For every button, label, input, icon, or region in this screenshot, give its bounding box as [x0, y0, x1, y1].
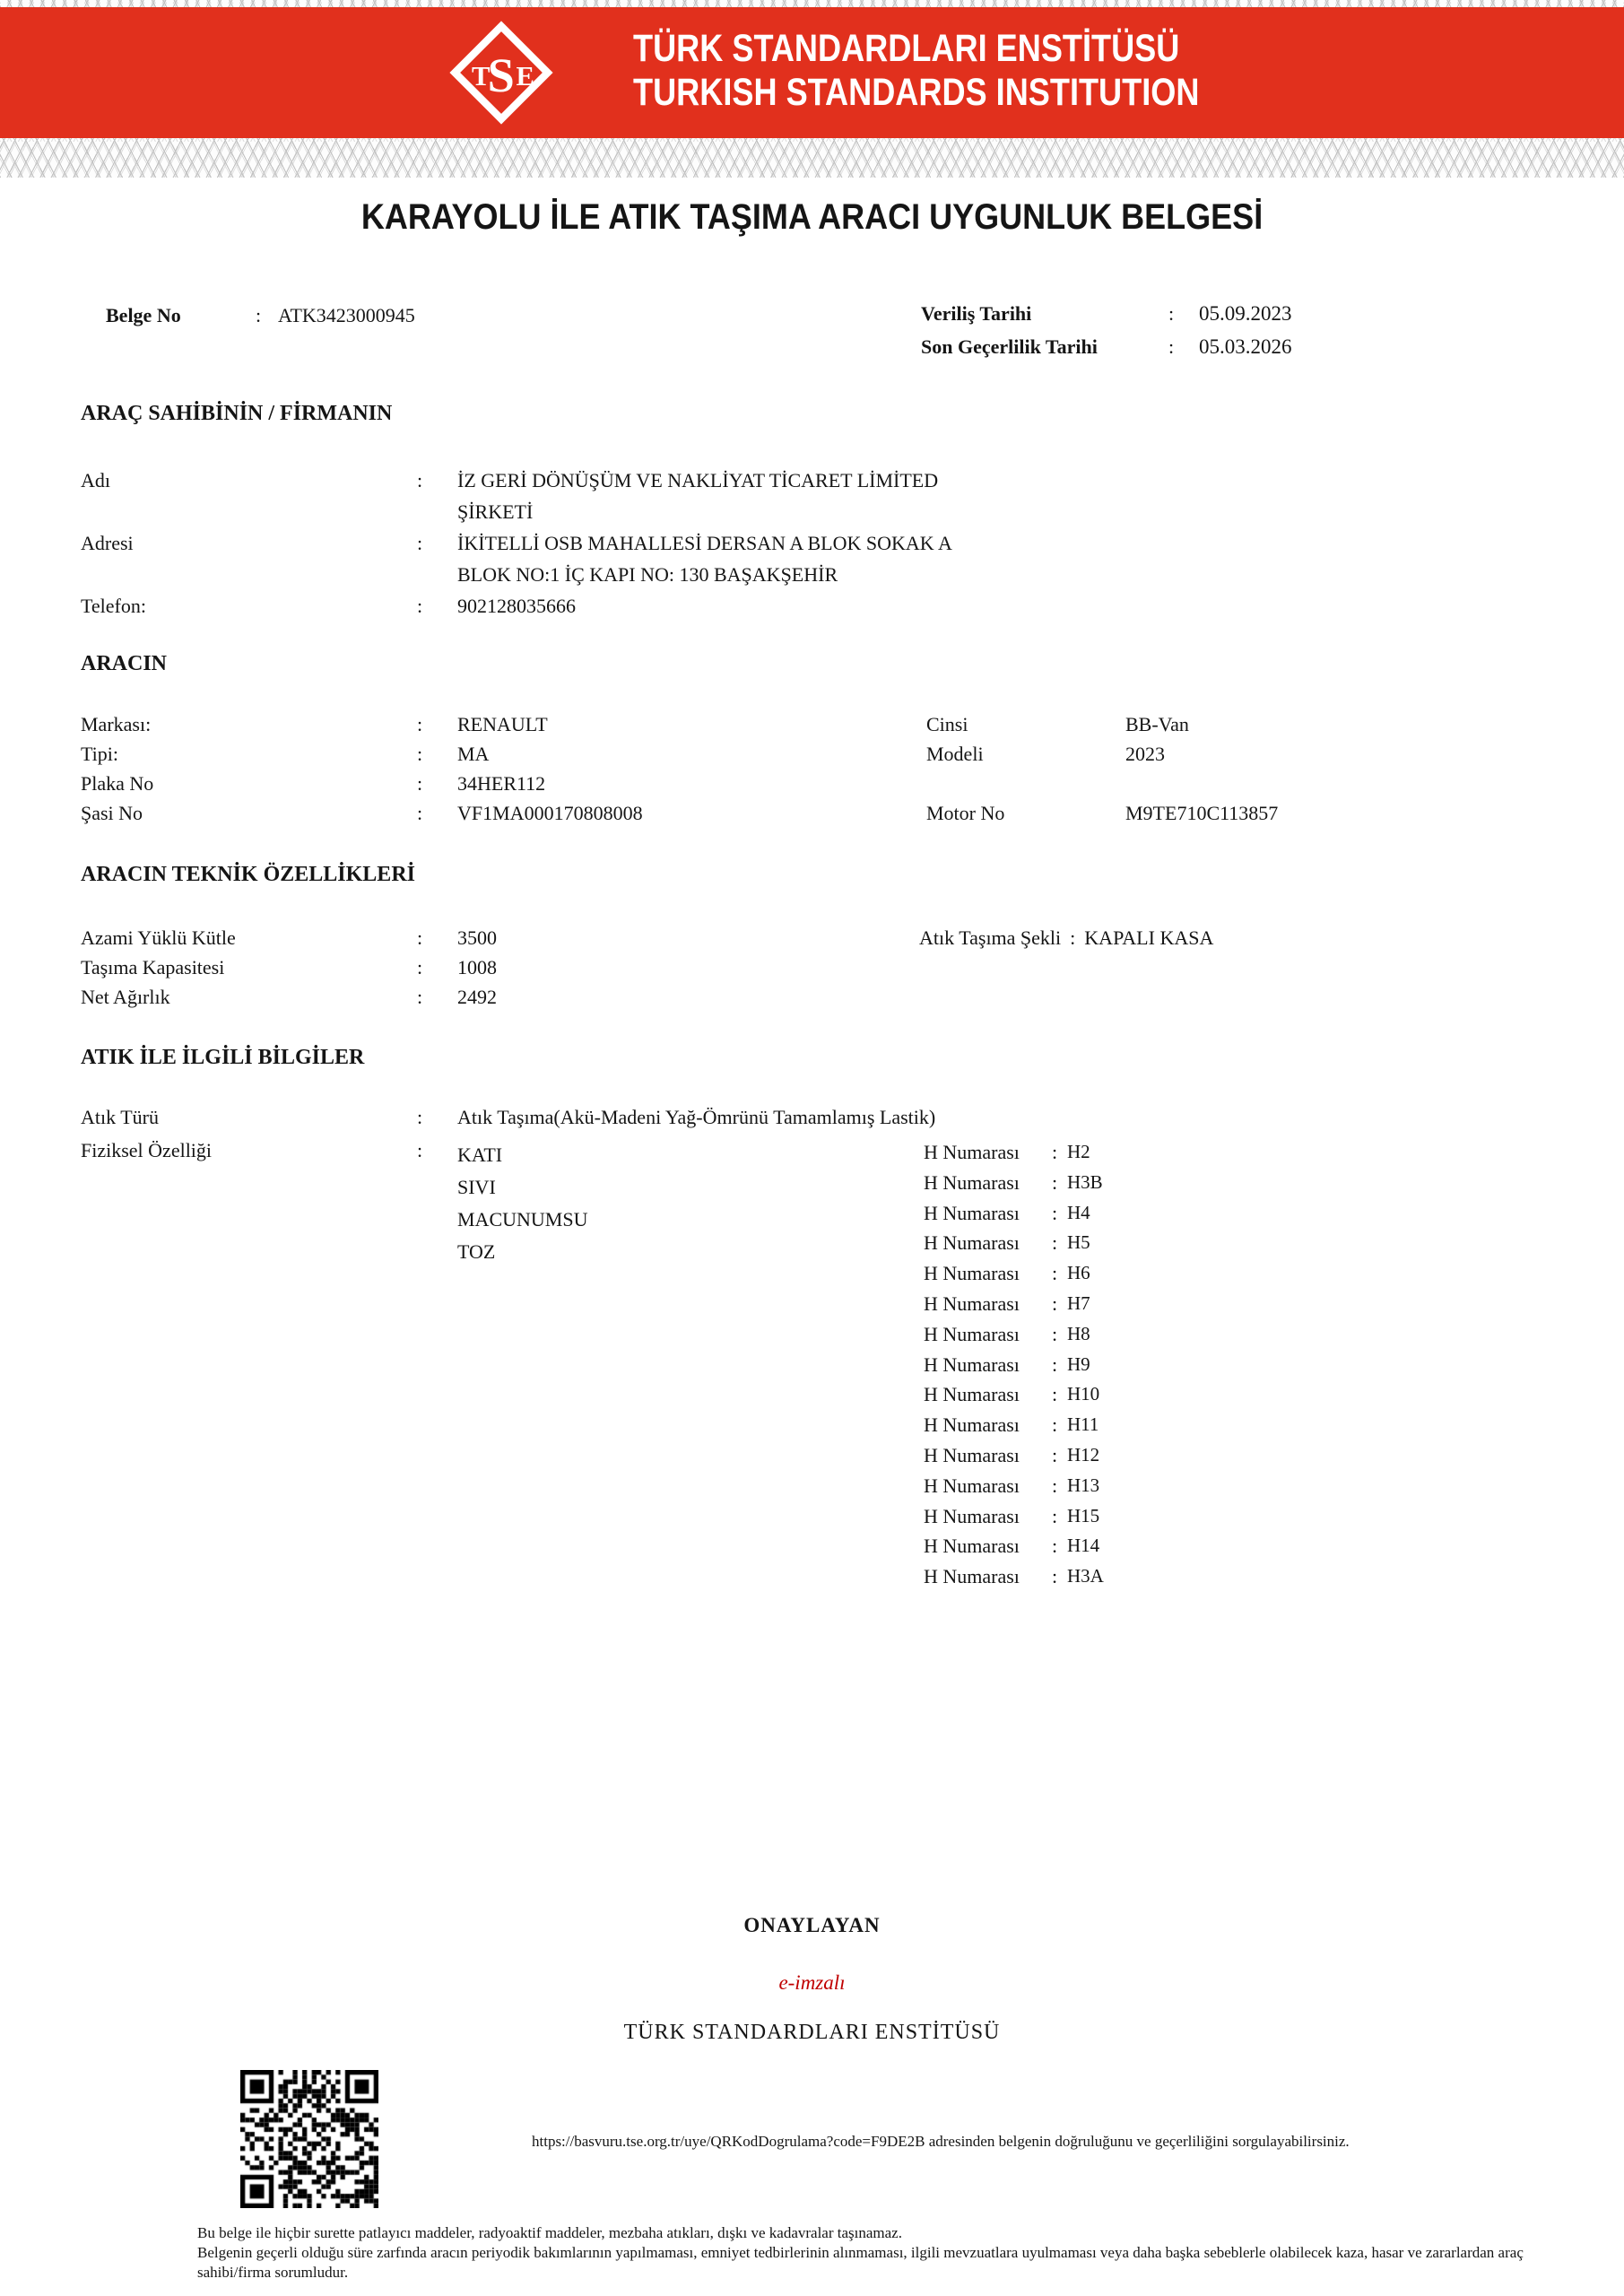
h-number-value: H14	[1067, 1535, 1100, 1557]
header-band	[0, 7, 1624, 138]
h-number-label: H Numarası	[924, 1141, 1020, 1163]
colon: :	[1070, 926, 1076, 949]
field-value: 1008	[457, 956, 497, 978]
fiziksel-ozellik-row	[81, 1139, 587, 1268]
document-title: KARAYOLU İLE ATIK TAŞIMA ARACI UYGUNLUK BELGESİ	[360, 197, 1264, 237]
colon: :	[1052, 1352, 1058, 1376]
atik-tasima-sekli-row	[919, 926, 1213, 950]
colon: :	[1052, 1170, 1058, 1194]
h-number-value: H13	[1067, 1474, 1100, 1496]
field-label: Cinsi	[926, 713, 968, 735]
field-value: MA	[457, 743, 490, 765]
h-number-row	[924, 1561, 1104, 1592]
field-label: Net Ağırlık	[81, 986, 170, 1008]
h-number-label: H Numarası	[924, 1413, 1020, 1437]
fiziksel-values	[457, 1139, 587, 1268]
field-row	[926, 743, 1278, 772]
colon: :	[1052, 1262, 1058, 1285]
son-gecerlilik-row	[921, 335, 1292, 369]
colon: :	[1052, 1565, 1058, 1588]
h-number-label: H Numarası	[924, 1322, 1020, 1345]
org-name	[633, 27, 1199, 115]
h-number-row	[924, 1228, 1104, 1258]
field-value: VF1MA000170808008	[457, 802, 643, 824]
colon: :	[1052, 1474, 1058, 1497]
field-label: Motor No	[926, 802, 1005, 824]
colon: :	[417, 986, 423, 1008]
colon: :	[417, 956, 423, 978]
tech-fields	[81, 926, 497, 1015]
colon: :	[1052, 1322, 1058, 1345]
field-label: Fiziksel Özelliği	[81, 1139, 213, 1161]
colon: :	[1052, 1413, 1058, 1437]
field-label: Atık Türü	[81, 1106, 159, 1128]
field-row	[81, 527, 995, 590]
colon: :	[417, 532, 423, 554]
owner-fields	[81, 465, 995, 622]
h-number-value: H3B	[1067, 1170, 1103, 1193]
owner-section-heading: ARAÇ SAHİBİNİN / FİRMANIN	[81, 402, 393, 425]
h-number-row	[924, 1258, 1104, 1289]
h-number-value: H2	[1067, 1141, 1090, 1162]
field-value: İZ GERİ DÖNÜŞÜM VE NAKLİYAT TİCARET LİMİTED ŞİRKETİ	[457, 469, 939, 523]
colon: :	[417, 1106, 423, 1128]
h-number-label: H Numarası	[924, 1504, 1020, 1527]
colon: :	[1052, 1383, 1058, 1406]
belge-no-label: Belge No	[106, 304, 181, 326]
h-number-row	[924, 1198, 1104, 1229]
verilis-label: Veriliş Tarihi	[921, 302, 1032, 325]
field-label: Plaka No	[81, 772, 154, 795]
son-gecerlilik-value: 05.03.2026	[1199, 335, 1292, 358]
fiziksel-value: MACUNUMSU	[457, 1208, 588, 1231]
h-number-row	[924, 1379, 1104, 1410]
colon: :	[417, 469, 423, 491]
colon: :	[417, 595, 423, 617]
field-label: Atık Taşıma Şekli	[919, 926, 1062, 949]
field-value: 2023	[1125, 743, 1165, 765]
h-number-value: H11	[1067, 1413, 1099, 1436]
h-number-value: H8	[1067, 1322, 1090, 1344]
atik-turu-row	[81, 1106, 935, 1129]
svg-text:S: S	[487, 48, 515, 103]
belge-no-row	[106, 304, 415, 327]
verilis-value: 05.09.2023	[1199, 302, 1292, 325]
h-number-value: H6	[1067, 1262, 1090, 1284]
h-number-label: H Numarası	[924, 1565, 1020, 1588]
svg-text:T: T	[471, 61, 491, 92]
field-label: Şasi No	[81, 802, 143, 824]
h-number-value: H3A	[1067, 1565, 1104, 1587]
e-signature-text: e-imzalı	[778, 1971, 846, 1994]
footer-line: Belgenin geçerli olduğu süre zarfında aracın periyodik bakımlarının yapılmaması, emniyet tedbirlerinin alınmaması, ilgili mevzuatlara uyulmaması veya daha başka sebeblerle olabilecek kaza, hasar ve zararlardan araç sahibi/firma sorumludur.	[197, 2244, 1524, 2281]
field-label: Adresi	[81, 532, 134, 554]
h-number-row	[924, 1289, 1104, 1319]
footer-note	[197, 2223, 1565, 2283]
h-number-label: H Numarası	[924, 1535, 1020, 1558]
field-label: Markası:	[81, 713, 152, 735]
colon: :	[1052, 1443, 1058, 1466]
fiziksel-value: SIVI	[457, 1176, 496, 1198]
h-number-label: H Numarası	[924, 1170, 1020, 1194]
field-row	[926, 713, 1278, 743]
h-number-row	[924, 1440, 1104, 1471]
verilis-row	[921, 302, 1292, 335]
colon: :	[417, 1139, 423, 1161]
h-number-row	[924, 1137, 1104, 1168]
field-row	[926, 802, 1278, 831]
field-value: RENAULT	[457, 713, 548, 735]
field-row	[81, 465, 995, 527]
colon: :	[1168, 335, 1175, 358]
belge-no-value: ATK3423000945	[278, 304, 415, 326]
h-number-row	[924, 1410, 1104, 1440]
field-value: İKİTELLİ OSB MAHALLESİ DERSAN A BLOK SOKAK A BLOK NO:1 İÇ KAPI NO: 130 BAŞAKŞEHİR	[457, 532, 951, 586]
colon: :	[417, 926, 423, 949]
field-row	[81, 590, 995, 622]
field-value: 902128035666	[457, 595, 576, 617]
vehicle-section-heading: ARACIN	[81, 652, 167, 675]
h-number-label: H Numarası	[924, 1262, 1020, 1285]
guilloche-strip-bottom	[0, 138, 1624, 178]
colon: :	[1052, 1504, 1058, 1527]
h-number-list	[924, 1137, 1104, 1592]
h-number-value: H5	[1067, 1231, 1090, 1254]
verification-url-note: https://basvuru.tse.org.tr/uye/QRKodDogrulama?code=F9DE2B adresinden belgenin doğruluğunu ve geçerliliğini sorgulayabilirsiniz.	[532, 2133, 1350, 2150]
h-number-label: H Numarası	[924, 1352, 1020, 1376]
vehicle-right-fields	[926, 713, 1278, 831]
h-number-label: H Numarası	[924, 1292, 1020, 1315]
h-number-value: H12	[1067, 1443, 1100, 1465]
h-number-row	[924, 1471, 1104, 1501]
h-number-row	[924, 1319, 1104, 1350]
h-number-value: H9	[1067, 1352, 1090, 1375]
field-row	[81, 956, 497, 986]
h-number-row	[924, 1168, 1104, 1198]
field-value: 3500	[457, 926, 497, 949]
document-title-row	[0, 197, 1624, 238]
field-row	[81, 926, 497, 956]
field-label: Modeli	[926, 743, 984, 765]
h-number-row	[924, 1531, 1104, 1561]
colon: :	[256, 304, 262, 326]
waste-section-heading: ATIK İLE İLGİLİ BİLGİLER	[81, 1046, 365, 1069]
h-number-label: H Numarası	[924, 1231, 1020, 1255]
colon: :	[1052, 1292, 1058, 1315]
colon: :	[1052, 1201, 1058, 1224]
colon: :	[417, 743, 423, 765]
svg-text:E: E	[516, 61, 534, 92]
guilloche-strip-top	[0, 0, 1624, 7]
fiziksel-value: KATI	[457, 1144, 503, 1166]
field-label: Tipi:	[81, 743, 119, 765]
h-number-value: H10	[1067, 1383, 1100, 1405]
footer-line: Bu belge ile hiçbir surette patlayıcı maddeler, radyoaktif maddeler, mezbaha atıkları, dışkı ve kadavralar taşınamaz.	[197, 2224, 902, 2241]
colon: :	[1168, 302, 1175, 325]
colon: :	[417, 802, 423, 824]
qr-code	[240, 2070, 378, 2208]
colon: :	[1052, 1141, 1058, 1163]
field-label: Adı	[81, 469, 110, 491]
h-number-row	[924, 1350, 1104, 1380]
field-row	[81, 802, 643, 831]
h-number-label: H Numarası	[924, 1474, 1020, 1497]
colon: :	[1052, 1231, 1058, 1255]
tse-logo-icon	[448, 20, 554, 126]
field-value: Atık Taşıma(Akü-Madeni Yağ-Ömrünü Tamamlamış Lastik)	[457, 1106, 936, 1128]
h-number-value: H15	[1067, 1504, 1100, 1526]
field-row	[81, 713, 643, 743]
son-gecerlilik-label: Son Geçerlilik Tarihi	[921, 335, 1098, 358]
field-label: Azami Yüklü Kütle	[81, 926, 236, 949]
colon: :	[417, 713, 423, 735]
org-name-line1: TÜRK STANDARDLARI ENSTİTÜSÜ	[633, 27, 1180, 70]
field-row	[81, 986, 497, 1015]
field-row	[81, 743, 643, 772]
field-value: BB-Van	[1125, 713, 1189, 735]
h-number-label: H Numarası	[924, 1201, 1020, 1224]
field-value: KAPALI KASA	[1084, 926, 1214, 949]
field-row	[81, 772, 643, 802]
field-label: Taşıma Kapasitesi	[81, 956, 225, 978]
h-number-label: H Numarası	[924, 1383, 1020, 1406]
h-number-value: H7	[1067, 1292, 1090, 1314]
h-number-row	[924, 1501, 1104, 1532]
colon: :	[1052, 1535, 1058, 1558]
vehicle-left-fields	[81, 713, 643, 831]
field-row	[926, 772, 1278, 802]
fiziksel-value: TOZ	[457, 1240, 496, 1263]
h-number-label: H Numarası	[924, 1443, 1020, 1466]
field-value: 34HER112	[457, 772, 546, 795]
org-name-line2: TURKISH STANDARDS INSTITUTION	[633, 71, 1200, 114]
approver-org: TÜRK STANDARDLARI ENSTİTÜSÜ	[623, 2021, 1001, 2044]
field-label: Telefon:	[81, 595, 146, 617]
tech-section-heading: ARACIN TEKNİK ÖZELLİKLERİ	[81, 863, 415, 886]
field-value: M9TE710C113857	[1125, 802, 1279, 824]
dates-block	[921, 302, 1292, 369]
approver-heading: ONAYLAYAN	[743, 1914, 881, 1936]
h-number-value: H4	[1067, 1201, 1090, 1223]
colon: :	[417, 772, 423, 795]
field-value: 2492	[457, 986, 497, 1008]
